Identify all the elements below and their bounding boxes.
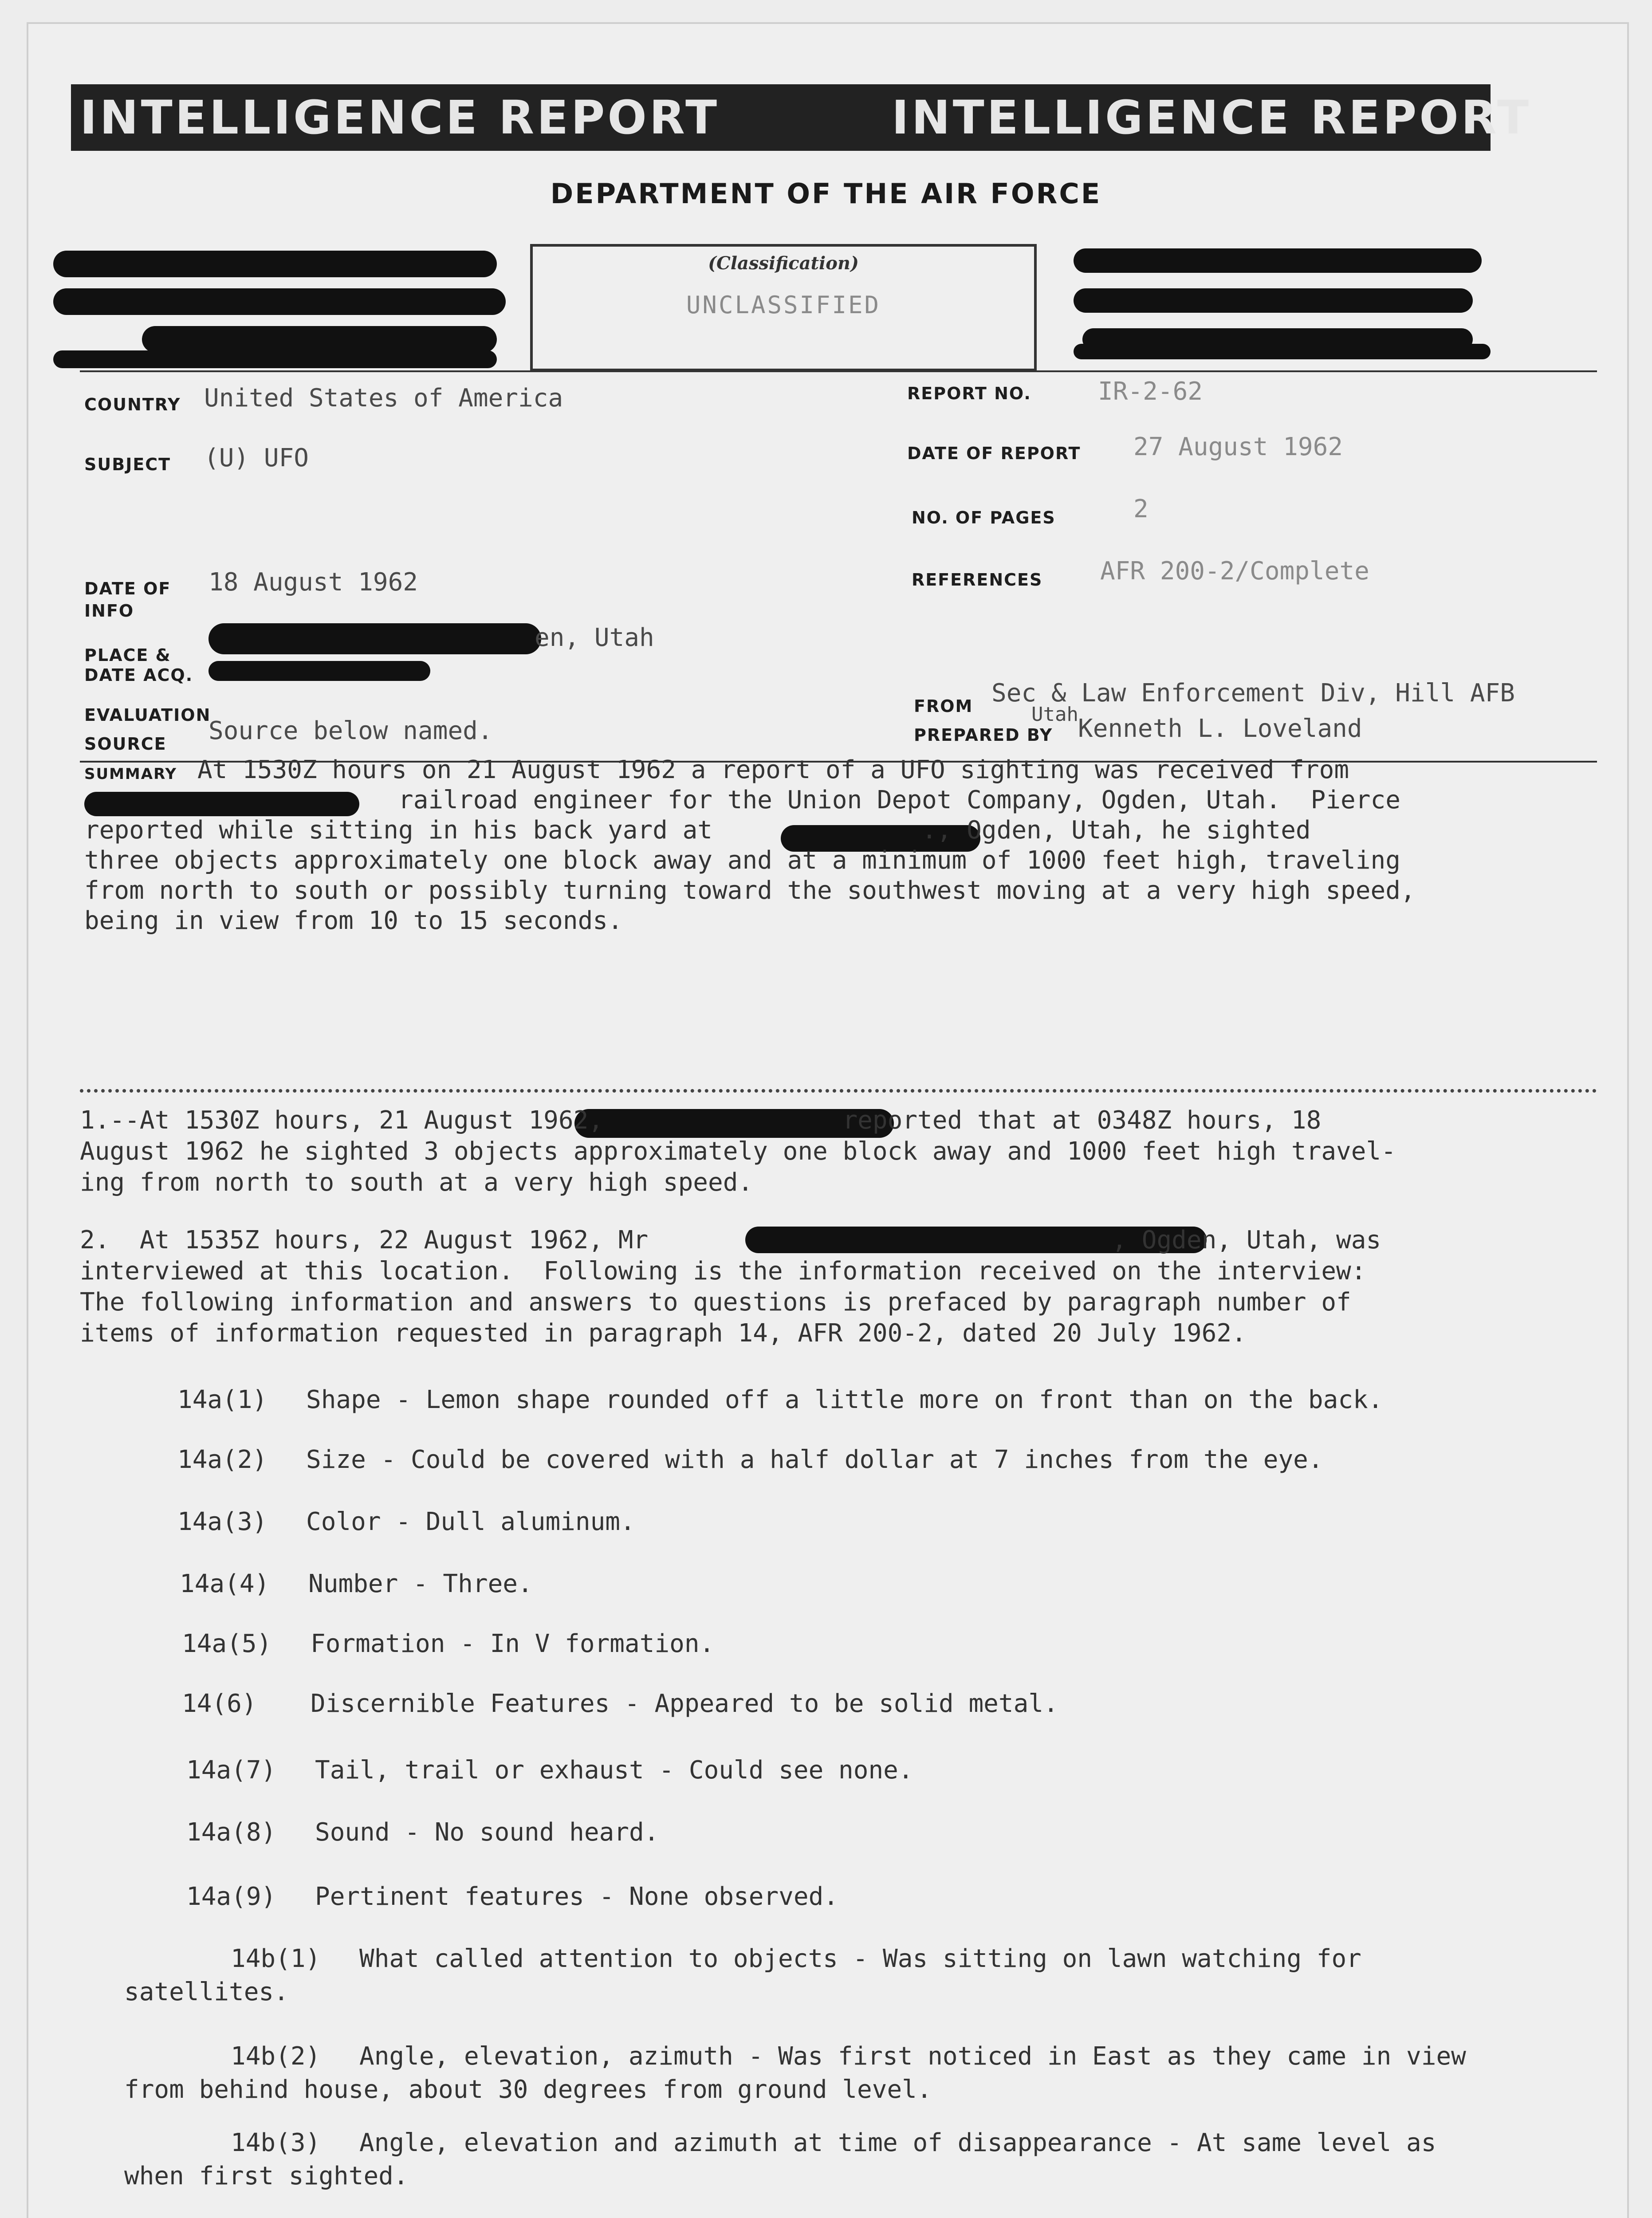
redaction-block	[1074, 344, 1491, 359]
item-text: Color - Dull aluminum.	[306, 1507, 635, 1536]
para1-line: ing from north to south at a very high speed.	[80, 1168, 753, 1197]
summary-label: SUMMARY	[84, 765, 177, 783]
report-no-value: IR-2-62	[1098, 377, 1203, 406]
item-text: Size - Could be covered with a half dollar at 7 inches from the eye.	[306, 1445, 1323, 1474]
redaction-block	[1074, 288, 1473, 313]
item-number: 14b(3)	[231, 2128, 321, 2157]
pages-label: NO. OF PAGES	[912, 508, 1056, 527]
para2-line: The following information and answers to questions is prefaced by paragraph number of	[80, 1288, 1351, 1317]
date-info-label: DATE OF	[84, 579, 171, 598]
item-text: Formation - In V formation.	[311, 1629, 715, 1658]
evaluation-label: EVALUATION	[84, 705, 211, 725]
country-value: United States of America	[204, 384, 563, 413]
para2-line: interviewed at this location. Following is the information received on the interview:	[80, 1257, 1366, 1286]
date-info-value: 18 August 1962	[208, 568, 418, 597]
item-number: 14a(2)	[177, 1445, 267, 1474]
country-label: COUNTRY	[84, 395, 181, 414]
redaction-block	[53, 288, 506, 315]
source-label: SOURCE	[84, 734, 167, 754]
subject-value: (U) UFO	[204, 444, 309, 472]
banner-right-text: INTELLIGENCE REPORT	[892, 90, 1532, 145]
summary-line: three objects approximately one block away and at a minimum of 1000 feet high, traveling	[84, 846, 1400, 875]
summary-line: At 1530Z hours on 21 August 1962 a report of a UFO sighting was received from	[197, 755, 1349, 784]
item-number: 14b(1)	[231, 1944, 321, 1973]
classification-caption: (Classification)	[708, 253, 859, 274]
references-label: REFERENCES	[912, 570, 1043, 590]
item-text: Angle, elevation and azimuth at time of disappearance - At same level as	[359, 2128, 1436, 2157]
item-text: What called attention to objects - Was sitting on lawn watching for	[359, 1944, 1361, 1973]
item-number: 14b(2)	[231, 2042, 321, 2071]
item-number: 14a(9)	[186, 1882, 276, 1911]
redaction-block	[53, 350, 497, 368]
item-text: Number - Three.	[308, 1569, 533, 1598]
source-value: Source below named.	[208, 716, 493, 745]
place-value: en, Utah	[535, 623, 654, 652]
summary-line: reported while sitting in his back yard at ., Ogden, Utah, he sighted	[84, 816, 1311, 845]
dotted-separator	[80, 1089, 1597, 1093]
place-label-2: DATE ACQ.	[84, 665, 193, 685]
pages-value: 2	[1133, 495, 1149, 523]
para1-line: August 1962 he sighted 3 objects approximately one block away and 1000 feet high travel-	[80, 1137, 1396, 1166]
summary-line: being in view from 10 to 15 seconds.	[84, 906, 623, 935]
item-text: Shape - Lemon shape rounded off a little more on front than on the back.	[306, 1385, 1383, 1414]
item-text: Tail, trail or exhaust - Could see none.	[315, 1756, 913, 1785]
redaction-block	[1074, 248, 1482, 273]
item-number: 14a(4)	[180, 1569, 270, 1598]
report-no-label: REPORT NO.	[907, 384, 1031, 403]
para2-line: items of information requested in paragraph 14, AFR 200-2, dated 20 July 1962.	[80, 1319, 1247, 1348]
date-info-label-2: INFO	[84, 601, 134, 621]
place-label: PLACE &	[84, 645, 171, 665]
date-report-label: DATE OF REPORT	[907, 444, 1081, 463]
item-text: Discernible Features - Appeared to be solid metal.	[311, 1689, 1058, 1718]
from-value: Sec & Law Enforcement Div, Hill AFB	[991, 679, 1515, 708]
classification-value: UNCLASSIFIED	[686, 291, 881, 319]
summary-line: railroad engineer for the Union Depot Company, Ogden, Utah. Pierce	[84, 786, 1400, 814]
para1-line: 1.--At 1530Z hours, 21 August 1962, reported that at 0348Z hours, 18	[80, 1106, 1322, 1135]
summary-line: from north to south or possibly turning toward the southwest moving at a very high speed,	[84, 876, 1416, 905]
item-number: 14(6)	[182, 1689, 257, 1718]
prepared-by-label: PREPARED BY	[914, 725, 1053, 745]
subject-label: SUBJECT	[84, 455, 171, 474]
item-number: 14a(1)	[177, 1385, 267, 1414]
redaction-block	[142, 326, 497, 353]
item-text: when first sighted.	[124, 2162, 409, 2190]
banner-left-text: INTELLIGENCE REPORT	[80, 90, 720, 145]
item-number: 14a(3)	[177, 1507, 267, 1536]
from-value-2: Utah	[1031, 703, 1078, 726]
item-text: satellites.	[124, 1978, 289, 2006]
item-text: Sound - No sound heard.	[315, 1818, 659, 1847]
from-label: FROM	[914, 696, 973, 716]
prepared-by-value: Kenneth L. Loveland	[1078, 714, 1362, 743]
item-number: 14a(5)	[182, 1629, 272, 1658]
item-text: Pertinent features - None observed.	[315, 1882, 839, 1911]
department-title: DEPARTMENT OF THE AIR FORCE	[550, 177, 1102, 210]
item-text: Angle, elevation, azimuth - Was first noticed in East as they came in view	[359, 2042, 1466, 2071]
item-number: 14a(7)	[186, 1756, 276, 1785]
redaction-block	[208, 623, 541, 654]
item-number: 14a(8)	[186, 1818, 276, 1847]
top-banner	[71, 84, 1532, 151]
item-text: from behind house, about 30 degrees from ground level.	[124, 2075, 932, 2104]
para2-line: 2. At 1535Z hours, 22 August 1962, Mr , Ogden, Utah, was	[80, 1226, 1381, 1255]
references-value: AFR 200-2/Complete	[1100, 557, 1369, 586]
date-report-value: 27 August 1962	[1133, 433, 1343, 461]
redaction-block	[53, 251, 497, 277]
classification-box-top	[530, 244, 1037, 371]
redaction-block	[208, 661, 430, 681]
header-rule	[80, 370, 1597, 372]
